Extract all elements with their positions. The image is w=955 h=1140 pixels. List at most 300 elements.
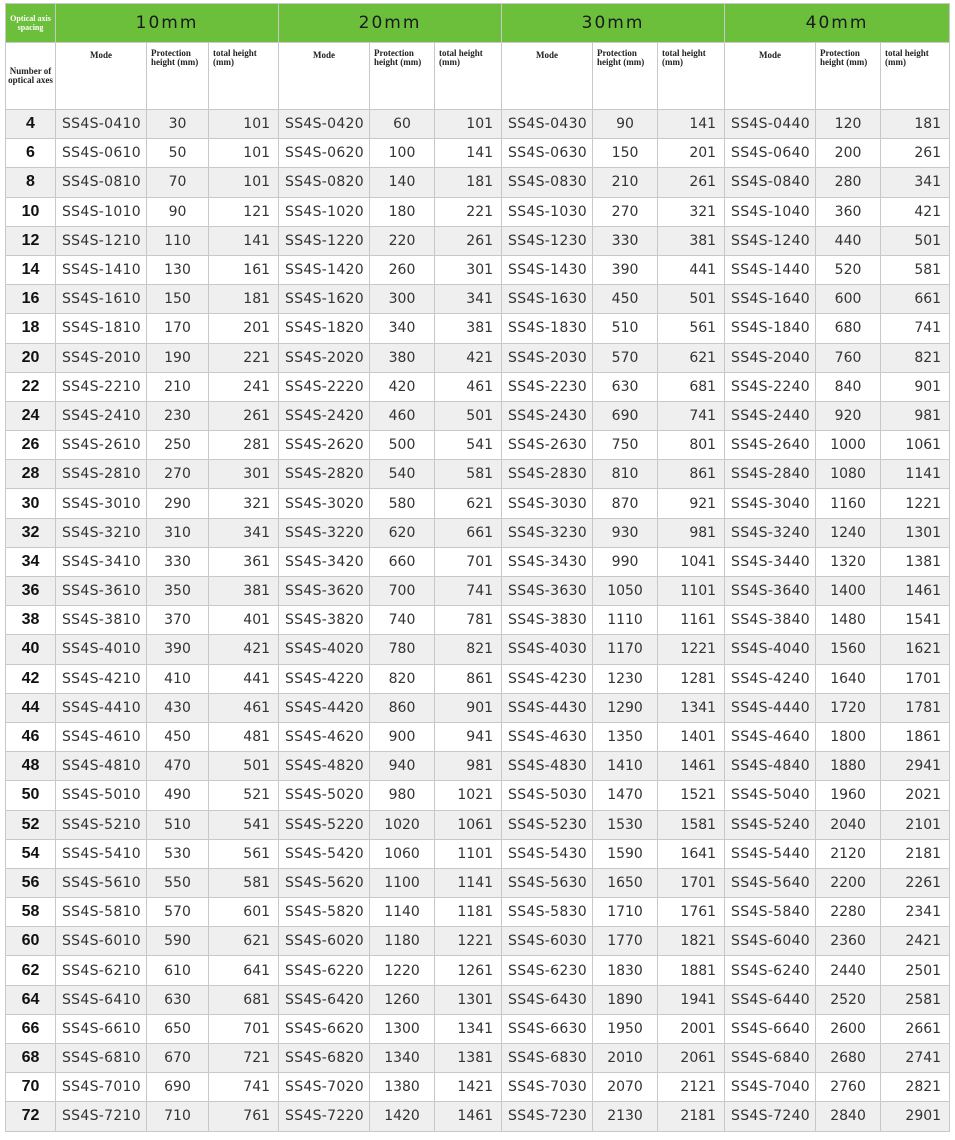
protection-height-cell: 1100	[370, 868, 435, 897]
protection-height-cell: 570	[147, 898, 209, 927]
total-height-cell: 601	[209, 898, 279, 927]
protection-height-cell: 300	[370, 285, 435, 314]
table-row	[6, 168, 950, 197]
model-cell: SS4S-5230	[502, 810, 593, 839]
model-cell: SS4S-3630	[502, 577, 593, 606]
total-height-cell: 1701	[658, 868, 725, 897]
model-cell: SS4S-2020	[279, 343, 370, 372]
protection-height-cell: 180	[370, 197, 435, 226]
table-row	[6, 139, 950, 168]
total-height-cell: 1461	[658, 752, 725, 781]
optical-axes-count: 18	[6, 314, 56, 343]
protection-height-cell: 510	[593, 314, 658, 343]
table-row	[6, 460, 950, 489]
total-height-cell: 441	[658, 255, 725, 284]
total-height-cell: 1461	[881, 577, 950, 606]
model-cell: SS4S-0440	[725, 110, 816, 139]
protection-height-cell: 660	[370, 547, 435, 576]
col-total-header: total height (mm)	[881, 43, 950, 110]
total-height-cell: 541	[435, 431, 502, 460]
protection-height-cell: 820	[370, 664, 435, 693]
protection-height-cell: 700	[370, 577, 435, 606]
model-cell: SS4S-2220	[279, 372, 370, 401]
table-row	[6, 518, 950, 547]
model-cell: SS4S-1010	[56, 197, 147, 226]
table-row	[6, 956, 950, 985]
protection-height-cell: 1830	[593, 956, 658, 985]
protection-height-cell: 490	[147, 781, 209, 810]
table-row	[6, 635, 950, 664]
table-row	[6, 810, 950, 839]
protection-height-cell: 600	[816, 285, 881, 314]
model-cell: SS4S-4810	[56, 752, 147, 781]
protection-height-cell: 1720	[816, 693, 881, 722]
model-cell: SS4S-2620	[279, 431, 370, 460]
protection-height-cell: 690	[593, 401, 658, 430]
total-height-cell: 341	[209, 518, 279, 547]
protection-height-cell: 430	[147, 693, 209, 722]
model-cell: SS4S-5820	[279, 898, 370, 927]
total-height-cell: 2101	[881, 810, 950, 839]
model-cell: SS4S-0420	[279, 110, 370, 139]
protection-height-cell: 590	[147, 927, 209, 956]
protection-height-cell: 540	[370, 460, 435, 489]
model-cell: SS4S-4820	[279, 752, 370, 781]
optical-axes-count: 60	[6, 927, 56, 956]
col-total-header: total height (mm)	[435, 43, 502, 110]
optical-axes-count: 24	[6, 401, 56, 430]
total-height-cell: 861	[658, 460, 725, 489]
protection-height-cell: 1710	[593, 898, 658, 927]
protection-height-cell: 630	[593, 372, 658, 401]
total-height-cell: 2181	[658, 1102, 725, 1131]
total-height-cell: 261	[209, 401, 279, 430]
total-height-cell: 461	[435, 372, 502, 401]
model-cell: SS4S-6010	[56, 927, 147, 956]
total-height-cell: 581	[881, 255, 950, 284]
protection-height-cell: 440	[816, 226, 881, 255]
protection-height-cell: 530	[147, 839, 209, 868]
model-cell: SS4S-0820	[279, 168, 370, 197]
total-height-cell: 901	[435, 693, 502, 722]
total-height-cell: 141	[658, 110, 725, 139]
total-height-cell: 181	[435, 168, 502, 197]
model-cell: SS4S-4440	[725, 693, 816, 722]
total-height-cell: 2261	[881, 868, 950, 897]
model-cell: SS4S-6210	[56, 956, 147, 985]
protection-height-cell: 310	[147, 518, 209, 547]
protection-height-cell: 1220	[370, 956, 435, 985]
total-height-cell: 2501	[881, 956, 950, 985]
protection-height-cell: 140	[370, 168, 435, 197]
model-cell: SS4S-6440	[725, 985, 816, 1014]
model-cell: SS4S-0610	[56, 139, 147, 168]
protection-height-cell: 2840	[816, 1102, 881, 1131]
total-height-cell: 2421	[881, 927, 950, 956]
col-mode-header: Mode	[56, 43, 147, 110]
protection-height-cell: 500	[370, 431, 435, 460]
protection-height-cell: 1890	[593, 985, 658, 1014]
protection-height-cell: 1020	[370, 810, 435, 839]
total-height-cell: 621	[435, 489, 502, 518]
optical-axes-count: 54	[6, 839, 56, 868]
group-header-row	[6, 4, 950, 43]
optical-axes-count: 38	[6, 606, 56, 635]
spec-table	[5, 3, 950, 1132]
protection-height-cell: 220	[370, 226, 435, 255]
group-header-20mm: 20mm	[279, 4, 502, 43]
total-height-cell: 661	[435, 518, 502, 547]
total-height-cell: 261	[658, 168, 725, 197]
protection-height-cell: 1470	[593, 781, 658, 810]
total-height-cell: 821	[435, 635, 502, 664]
model-cell: SS4S-1040	[725, 197, 816, 226]
model-cell: SS4S-3620	[279, 577, 370, 606]
protection-height-cell: 350	[147, 577, 209, 606]
protection-height-cell: 1240	[816, 518, 881, 547]
total-height-cell: 621	[658, 343, 725, 372]
protection-height-cell: 1410	[593, 752, 658, 781]
model-cell: SS4S-1840	[725, 314, 816, 343]
protection-height-cell: 90	[593, 110, 658, 139]
protection-height-cell: 750	[593, 431, 658, 460]
optical-axes-count: 42	[6, 664, 56, 693]
protection-height-cell: 2280	[816, 898, 881, 927]
protection-height-cell: 270	[593, 197, 658, 226]
model-cell: SS4S-2210	[56, 372, 147, 401]
protection-height-cell: 690	[147, 1073, 209, 1102]
model-cell: SS4S-7010	[56, 1073, 147, 1102]
total-height-cell: 1141	[881, 460, 950, 489]
table-body	[6, 110, 950, 1132]
model-cell: SS4S-6830	[502, 1044, 593, 1073]
model-cell: SS4S-4040	[725, 635, 816, 664]
model-cell: SS4S-1210	[56, 226, 147, 255]
model-cell: SS4S-2610	[56, 431, 147, 460]
table-row	[6, 1102, 950, 1131]
protection-height-cell: 2010	[593, 1044, 658, 1073]
protection-height-cell: 420	[370, 372, 435, 401]
table-row	[6, 927, 950, 956]
total-height-cell: 1521	[658, 781, 725, 810]
total-height-cell: 2181	[881, 839, 950, 868]
table-row	[6, 898, 950, 927]
table-row	[6, 401, 950, 430]
optical-axes-count: 44	[6, 693, 56, 722]
total-height-cell: 2121	[658, 1073, 725, 1102]
optical-axes-count: 22	[6, 372, 56, 401]
protection-height-cell: 920	[816, 401, 881, 430]
optical-axes-count: 52	[6, 810, 56, 839]
protection-height-cell: 130	[147, 255, 209, 284]
group-header-40mm: 40mm	[725, 4, 950, 43]
total-height-cell: 1221	[881, 489, 950, 518]
model-cell: SS4S-5840	[725, 898, 816, 927]
protection-height-cell: 100	[370, 139, 435, 168]
model-cell: SS4S-2810	[56, 460, 147, 489]
protection-height-cell: 2520	[816, 985, 881, 1014]
model-cell: SS4S-3840	[725, 606, 816, 635]
protection-height-cell: 1170	[593, 635, 658, 664]
model-cell: SS4S-3230	[502, 518, 593, 547]
model-cell: SS4S-6620	[279, 1014, 370, 1043]
model-cell: SS4S-7210	[56, 1102, 147, 1131]
protection-height-cell: 860	[370, 693, 435, 722]
total-height-cell: 321	[658, 197, 725, 226]
table-row	[6, 606, 950, 635]
protection-height-cell: 1340	[370, 1044, 435, 1073]
optical-axes-count: 64	[6, 985, 56, 1014]
total-height-cell: 741	[881, 314, 950, 343]
model-cell: SS4S-3020	[279, 489, 370, 518]
model-cell: SS4S-7220	[279, 1102, 370, 1131]
protection-height-cell: 650	[147, 1014, 209, 1043]
protection-height-cell: 390	[593, 255, 658, 284]
protection-height-cell: 2680	[816, 1044, 881, 1073]
model-cell: SS4S-7240	[725, 1102, 816, 1131]
total-height-cell: 281	[209, 431, 279, 460]
total-height-cell: 101	[209, 139, 279, 168]
model-cell: SS4S-3810	[56, 606, 147, 635]
protection-height-cell: 1880	[816, 752, 881, 781]
total-height-cell: 1221	[658, 635, 725, 664]
optical-axes-count: 34	[6, 547, 56, 576]
protection-height-cell: 2120	[816, 839, 881, 868]
total-height-cell: 141	[209, 226, 279, 255]
col-mode-header: Mode	[725, 43, 816, 110]
protection-height-cell: 760	[816, 343, 881, 372]
model-cell: SS4S-4010	[56, 635, 147, 664]
model-cell: SS4S-2630	[502, 431, 593, 460]
model-cell: SS4S-4640	[725, 722, 816, 751]
col-total-header: total height (mm)	[209, 43, 279, 110]
model-cell: SS4S-5430	[502, 839, 593, 868]
protection-height-cell: 360	[816, 197, 881, 226]
table-row	[6, 1014, 950, 1043]
total-height-cell: 501	[209, 752, 279, 781]
table-row	[6, 255, 950, 284]
total-height-cell: 1221	[435, 927, 502, 956]
model-cell: SS4S-4430	[502, 693, 593, 722]
total-height-cell: 341	[435, 285, 502, 314]
model-cell: SS4S-5440	[725, 839, 816, 868]
corner-label: Optical axis spacing	[6, 4, 56, 43]
protection-height-cell: 1640	[816, 664, 881, 693]
total-height-cell: 981	[435, 752, 502, 781]
model-cell: SS4S-5040	[725, 781, 816, 810]
model-cell: SS4S-7020	[279, 1073, 370, 1102]
model-cell: SS4S-4420	[279, 693, 370, 722]
total-height-cell: 261	[881, 139, 950, 168]
total-height-cell: 701	[435, 547, 502, 576]
group-header-30mm: 30mm	[502, 4, 725, 43]
total-height-cell: 621	[209, 927, 279, 956]
total-height-cell: 501	[658, 285, 725, 314]
model-cell: SS4S-5030	[502, 781, 593, 810]
total-height-cell: 1881	[658, 956, 725, 985]
protection-height-cell: 290	[147, 489, 209, 518]
total-height-cell: 101	[435, 110, 502, 139]
total-height-cell: 1301	[881, 518, 950, 547]
total-height-cell: 1401	[658, 722, 725, 751]
optical-axes-count: 58	[6, 898, 56, 927]
model-cell: SS4S-1030	[502, 197, 593, 226]
model-cell: SS4S-0640	[725, 139, 816, 168]
protection-height-cell: 150	[593, 139, 658, 168]
model-cell: SS4S-6610	[56, 1014, 147, 1043]
group-header-10mm: 10mm	[56, 4, 279, 43]
total-height-cell: 1641	[658, 839, 725, 868]
total-height-cell: 181	[209, 285, 279, 314]
model-cell: SS4S-1220	[279, 226, 370, 255]
model-cell: SS4S-2410	[56, 401, 147, 430]
model-cell: SS4S-3430	[502, 547, 593, 576]
optical-axes-count: 70	[6, 1073, 56, 1102]
model-cell: SS4S-1640	[725, 285, 816, 314]
total-height-cell: 241	[209, 372, 279, 401]
col-protection-header: Protection height (mm)	[370, 43, 435, 110]
col-protection-header: Protection height (mm)	[593, 43, 658, 110]
model-cell: SS4S-1430	[502, 255, 593, 284]
model-cell: SS4S-0830	[502, 168, 593, 197]
protection-height-cell: 110	[147, 226, 209, 255]
total-height-cell: 1541	[881, 606, 950, 635]
protection-height-cell: 1590	[593, 839, 658, 868]
protection-height-cell: 1320	[816, 547, 881, 576]
optical-axes-count: 8	[6, 168, 56, 197]
total-height-cell: 381	[209, 577, 279, 606]
protection-height-cell: 250	[147, 431, 209, 460]
total-height-cell: 1861	[881, 722, 950, 751]
total-height-cell: 1581	[658, 810, 725, 839]
total-height-cell: 1381	[881, 547, 950, 576]
col-mode-header: Mode	[502, 43, 593, 110]
table-row	[6, 372, 950, 401]
optical-axes-count: 28	[6, 460, 56, 489]
protection-height-cell: 550	[147, 868, 209, 897]
protection-height-cell: 1110	[593, 606, 658, 635]
table-row	[6, 664, 950, 693]
total-height-cell: 381	[435, 314, 502, 343]
total-height-cell: 1381	[435, 1044, 502, 1073]
total-height-cell: 561	[658, 314, 725, 343]
total-height-cell: 1021	[435, 781, 502, 810]
total-height-cell: 441	[209, 664, 279, 693]
optical-axes-count: 20	[6, 343, 56, 372]
model-cell: SS4S-4030	[502, 635, 593, 664]
total-height-cell: 1461	[435, 1102, 502, 1131]
protection-height-cell: 780	[370, 635, 435, 664]
optical-axes-count: 62	[6, 956, 56, 985]
protection-height-cell: 630	[147, 985, 209, 1014]
total-height-cell: 2021	[881, 781, 950, 810]
total-height-cell: 1621	[881, 635, 950, 664]
model-cell: SS4S-3420	[279, 547, 370, 576]
model-cell: SS4S-6630	[502, 1014, 593, 1043]
col-protection-header: Protection height (mm)	[816, 43, 881, 110]
optical-axes-count: 46	[6, 722, 56, 751]
table-row	[6, 431, 950, 460]
total-height-cell: 2341	[881, 898, 950, 927]
protection-height-cell: 120	[816, 110, 881, 139]
model-cell: SS4S-1020	[279, 197, 370, 226]
table-row	[6, 722, 950, 751]
protection-height-cell: 340	[370, 314, 435, 343]
total-height-cell: 981	[881, 401, 950, 430]
model-cell: SS4S-3030	[502, 489, 593, 518]
total-height-cell: 1141	[435, 868, 502, 897]
protection-height-cell: 1650	[593, 868, 658, 897]
model-cell: SS4S-5420	[279, 839, 370, 868]
protection-height-cell: 410	[147, 664, 209, 693]
table-row	[6, 226, 950, 255]
model-cell: SS4S-1440	[725, 255, 816, 284]
total-height-cell: 2821	[881, 1073, 950, 1102]
model-cell: SS4S-2430	[502, 401, 593, 430]
protection-height-cell: 1080	[816, 460, 881, 489]
total-height-cell: 681	[658, 372, 725, 401]
model-cell: SS4S-2830	[502, 460, 593, 489]
total-height-cell: 501	[435, 401, 502, 430]
model-cell: SS4S-6430	[502, 985, 593, 1014]
total-height-cell: 741	[658, 401, 725, 430]
model-cell: SS4S-2420	[279, 401, 370, 430]
model-cell: SS4S-1230	[502, 226, 593, 255]
model-cell: SS4S-3010	[56, 489, 147, 518]
protection-height-cell: 740	[370, 606, 435, 635]
protection-height-cell: 620	[370, 518, 435, 547]
model-cell: SS4S-6640	[725, 1014, 816, 1043]
table-row	[6, 314, 950, 343]
model-cell: SS4S-1240	[725, 226, 816, 255]
protection-height-cell: 580	[370, 489, 435, 518]
protection-height-cell: 70	[147, 168, 209, 197]
table-row	[6, 547, 950, 576]
protection-height-cell: 870	[593, 489, 658, 518]
model-cell: SS4S-3220	[279, 518, 370, 547]
total-height-cell: 1821	[658, 927, 725, 956]
model-cell: SS4S-0430	[502, 110, 593, 139]
optical-axes-count: 40	[6, 635, 56, 664]
total-height-cell: 801	[658, 431, 725, 460]
total-height-cell: 1341	[435, 1014, 502, 1043]
protection-height-cell: 930	[593, 518, 658, 547]
model-cell: SS4S-3240	[725, 518, 816, 547]
protection-height-cell: 610	[147, 956, 209, 985]
total-height-cell: 761	[209, 1102, 279, 1131]
protection-height-cell: 450	[593, 285, 658, 314]
total-height-cell: 2581	[881, 985, 950, 1014]
col-total-header: total height (mm)	[658, 43, 725, 110]
protection-height-cell: 2130	[593, 1102, 658, 1131]
total-height-cell: 1941	[658, 985, 725, 1014]
protection-height-cell: 670	[147, 1044, 209, 1073]
protection-height-cell: 260	[370, 255, 435, 284]
model-cell: SS4S-1610	[56, 285, 147, 314]
model-cell: SS4S-5010	[56, 781, 147, 810]
total-height-cell: 161	[209, 255, 279, 284]
model-cell: SS4S-6840	[725, 1044, 816, 1073]
protection-height-cell: 520	[816, 255, 881, 284]
total-height-cell: 221	[435, 197, 502, 226]
model-cell: SS4S-3040	[725, 489, 816, 518]
protection-height-cell: 210	[593, 168, 658, 197]
total-height-cell: 361	[209, 547, 279, 576]
model-cell: SS4S-2440	[725, 401, 816, 430]
model-cell: SS4S-6220	[279, 956, 370, 985]
total-height-cell: 1181	[435, 898, 502, 927]
protection-height-cell: 170	[147, 314, 209, 343]
